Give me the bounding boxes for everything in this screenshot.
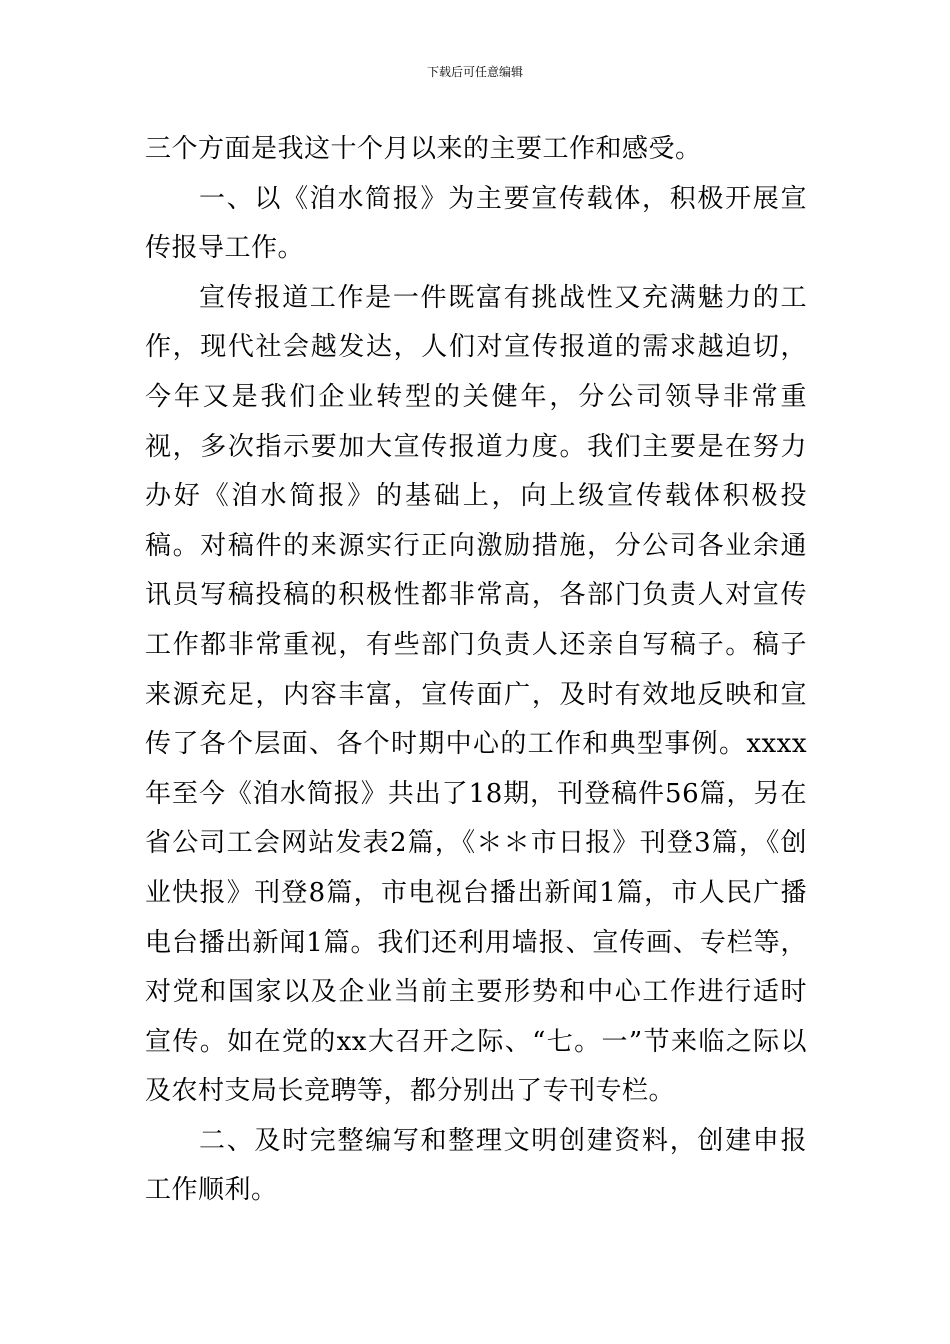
paragraph-intro-continuation: 三个方面是我这十个月以来的主要工作和感受。: [145, 134, 702, 164]
section-heading-1: 一、以《洎水简报》为主要宣传载体，积极开展宣传报导工作。: [145, 183, 807, 264]
page-header-note: 下载后可任意编辑: [426, 65, 523, 79]
document-body: [145, 125, 807, 1216]
paragraph-publicity-work: 宣传报道工作是一件既富有挑战性又充满魅力的工作，现代社会越发达，人们对宣传报道的需求越迫切，今年又是我们企业转型的关健年，分公司领导非常重视，多次指示要加大宣传报道力度。我们主要是在努力办好《洎水简报》的基础上，向上级宣传载体积极投稿。对稿件的来源实行正向激励措施，分公司各业余通讯员写稿投稿的积极性都非常高，各部门负责人对宣传工作都非常重视，有些部门负责人还亲自写稿子。稿子来源充足，内容丰富，宣传面广，及时有效地反映和宣传了各个层面、各个时期中心的工作和典型事例。xxxx年至今《洎水简报》共出了18期，刊登稿件56篇，另在省公司工会网站发表2篇，《＊＊市日报》刊登3篇，《创业快报》刊登8篇，市电视台播出新闻1篇，市人民广播电台播出新闻1篇。我们还利用墙报、宣传画、专栏等，对党和国家以及企业当前主要形势和中心工作进行适时宣传。如在党的xx大召开之际、“七。一”节来临之际以及农村支局长竞聘等，都分别出了专刊专栏。: [145, 282, 807, 1107]
section-heading-2: 二、及时完整编写和整理文明创建资料，创建申报工作顺利。: [145, 1125, 807, 1206]
